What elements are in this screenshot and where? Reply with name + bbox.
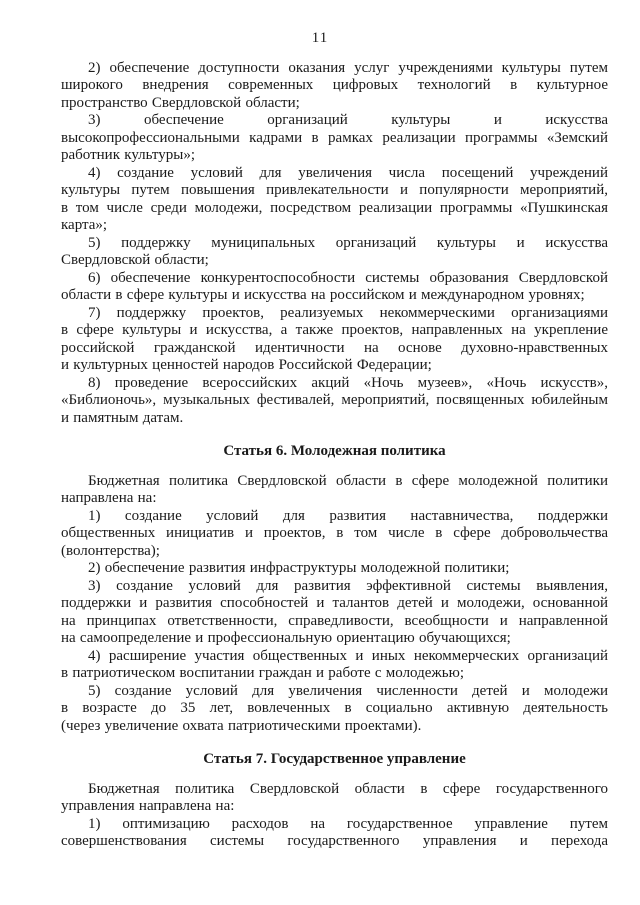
- text-line: работник культуры»;: [61, 147, 196, 163]
- paragraph: [61, 60, 608, 113]
- text-line: 2) обеспечение развития инфраструктуры молодежной политики;: [88, 560, 510, 576]
- text-line: на принципах ответственности, справедливости, всеобщности и направленной: [61, 612, 608, 629]
- text-line: 4) расширение участия общественных и иных некоммерческих организаций: [88, 647, 608, 664]
- text-line: Свердловской области;: [61, 252, 209, 268]
- paragraph: [61, 473, 608, 508]
- text-line: «Библионочь», музыкальных фестивалей, мероприятий, посвященных юбилейным: [61, 392, 608, 408]
- text-line: 6) обеспечение конкурентоспособности системы образования Свердловской: [88, 269, 608, 286]
- text-line: и культурных ценностей народов Российской Федерации;: [61, 357, 432, 373]
- paragraph: [61, 781, 608, 816]
- paragraph: [61, 560, 608, 578]
- text-line: управления направлена на:: [61, 798, 235, 814]
- paragraph: [61, 165, 608, 235]
- paragraph: [61, 235, 608, 270]
- text-line: (через увеличение охвата патриотическими проектами).: [61, 717, 422, 734]
- text-line: направлена на:: [61, 490, 157, 506]
- section-heading: Статья 6. Молодежная политика: [223, 443, 446, 459]
- text-line: в возрасте до 35 лет, вовлеченных в социально активную деятельность: [61, 700, 608, 716]
- text-line: 8) проведение всероссийских акций «Ночь музеев», «Ночь искусств»,: [88, 374, 608, 391]
- text-line: 5) поддержку муниципальных организаций культуры и искусства: [88, 234, 608, 251]
- text-line: общественных инициатив и проектов, в том числе в сфере добровольчества: [61, 525, 608, 541]
- text-line: 1) оптимизацию расходов на государственное управление путем: [88, 815, 608, 832]
- text-line: (волонтерства);: [61, 542, 160, 559]
- text-line: широкого внедрения современных цифровых технологий в культурное: [61, 77, 608, 93]
- text-line: совершенствования системы государственного управления и перехода: [61, 833, 608, 849]
- text-line: и памятным датам.: [61, 409, 184, 426]
- paragraph: [61, 112, 608, 165]
- paragraph: [61, 648, 608, 683]
- paragraph: [61, 816, 608, 851]
- text-line: поддержки и развития способностей и талантов детей и молодежи, основанной: [61, 595, 608, 611]
- paragraph: [61, 375, 608, 428]
- text-line: области в сфере культуры и искусства на российском и международном уровнях;: [61, 287, 585, 303]
- text-line: в сфере культуры и искусства, а также проектов, направленных на укрепление: [61, 322, 608, 338]
- paragraph: [61, 270, 608, 305]
- text-line: 2) обеспечение доступности оказания услуг учреждениями культуры путем: [88, 59, 608, 76]
- text-line: 7) поддержку проектов, реализуемых некоммерческими организациями: [88, 304, 608, 321]
- text-line: Бюджетная политика Свердловской области в сфере молодежной политики: [88, 472, 608, 489]
- paragraph: [61, 508, 608, 561]
- text-line: карта»;: [61, 217, 108, 233]
- paragraph: [61, 578, 608, 648]
- paragraph: [61, 683, 608, 736]
- text-line: высокопрофессиональными кадрами в рамках реализации программы «Земский: [61, 129, 608, 146]
- text-line: на самоопределение и профессиональную ориентацию обучающихся;: [61, 630, 511, 646]
- text-line: культуры путем повышения привлекательности и популярности мероприятий,: [61, 182, 608, 198]
- document-content: [61, 60, 608, 851]
- text-line: 5) создание условий для увеличения численности детей и молодежи: [88, 682, 608, 699]
- section-heading: Статья 7. Государственное управление: [203, 751, 466, 767]
- text-line: 3) создание условий для развития эффективной системы выявления,: [88, 577, 608, 594]
- page-number: 11: [311, 30, 329, 46]
- text-line: Бюджетная политика Свердловской области в сфере государственного: [88, 780, 608, 797]
- text-line: 3) обеспечение организаций культуры и искусства: [88, 112, 608, 128]
- text-line: российской гражданской идентичности на основе духовно-нравственных: [61, 339, 608, 356]
- text-line: 4) создание условий для увеличения числа посещений учреждений: [88, 164, 608, 181]
- paragraph: [61, 305, 608, 375]
- text-line: в патриотическом воспитании граждан и работе с молодежью;: [61, 665, 464, 681]
- text-line: 1) создание условий для развития наставничества, поддержки: [88, 507, 608, 524]
- text-line: в том числе среди молодежи, посредством реализации программы «Пушкинская: [61, 199, 608, 216]
- text-line: пространство Свердловской области;: [61, 94, 300, 111]
